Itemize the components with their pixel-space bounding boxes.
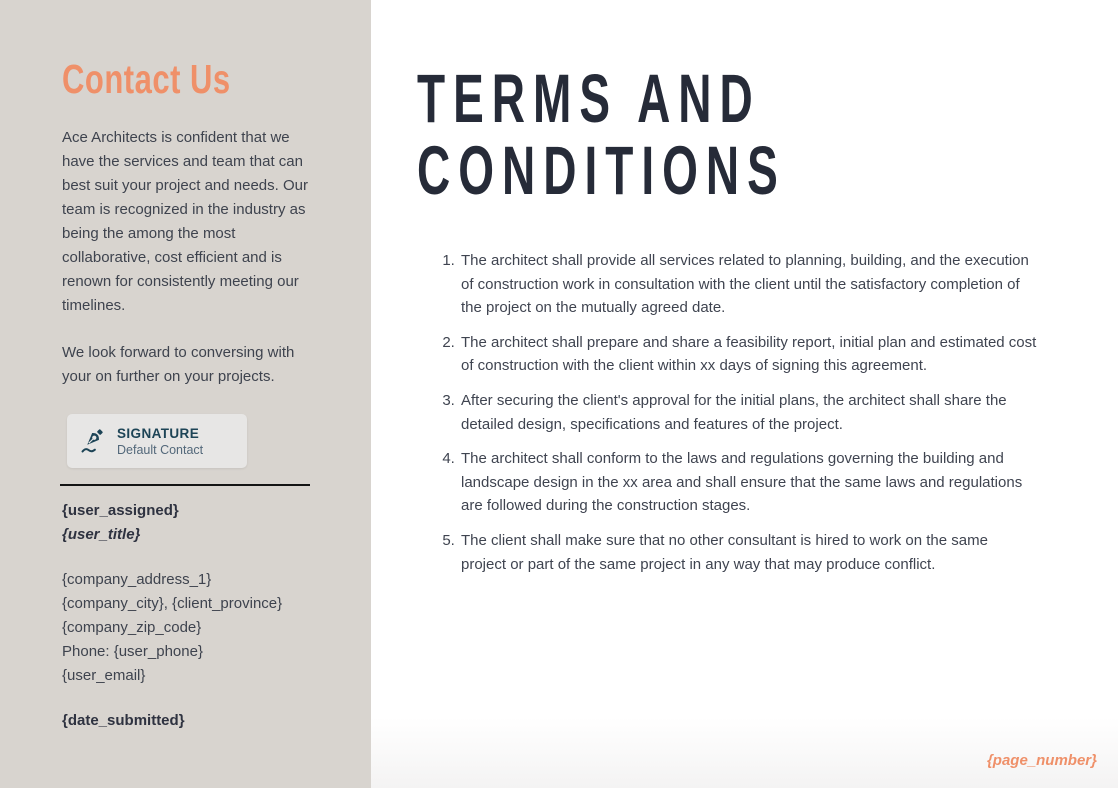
field-user-title: {user_title}: [62, 526, 141, 543]
page-title-line1: TERMS AND: [417, 59, 761, 137]
terms-item: 3. After securing the client's approval for the initial plans, the architect shall share the detailed design, specifications and features of the project.: [459, 389, 1037, 436]
terms-item: 1. The architect shall provide all services related to planning, building, and the execution of construction work in consultation with the client until the satisfactory completion of the project on the mutually agreed date.: [459, 249, 1037, 320]
fountain-pen-nib-icon: [80, 427, 108, 455]
terms-item: 2. The architect shall prepare and share a feasibility report, initial plan and estimated cost of construction with the client within xx days of signing this agreement.: [459, 331, 1037, 378]
signature-label: SIGNATURE: [117, 425, 200, 441]
field-company-zip: {company_zip_code}: [62, 619, 202, 636]
terms-item: 5. The client shall make sure that no other consultant is hired to work on the same project or part of the same project in any way that may produce conflict.: [459, 529, 1037, 576]
terms-item: 4. The architect shall conform to the laws and regulations governing the building and landscape design in the xx area and shall ensure that the same laws and regulations are followed during the construction stages.: [459, 447, 1037, 518]
field-company-city-province: {company_city}, {client_province}: [62, 595, 283, 612]
sidebar-closing-paragraph: We look forward to conversing with your on further on your projects.: [62, 344, 295, 385]
terms-list: [441, 249, 1037, 587]
field-date-submitted: {date_submitted}: [62, 712, 185, 729]
field-user-email: {user_email}: [62, 667, 146, 684]
page-title: [417, 59, 786, 209]
field-phone: Phone: {user_phone}: [62, 643, 203, 660]
sidebar-heading: Contact Us: [62, 56, 231, 103]
sidebar-divider: [60, 484, 310, 486]
signature-sublabel: Default Contact: [117, 442, 204, 457]
page-number-placeholder: {page_number}: [986, 752, 1097, 769]
page-title-line2: CONDITIONS: [417, 131, 786, 209]
spacer: [62, 547, 314, 568]
terms-page: [371, 0, 1118, 788]
field-company-address: {company_address_1}: [62, 571, 212, 588]
sidebar-intro-paragraph: Ace Architects is confident that we have the services and team that can best suit your project and needs. Our team is recognized in the industry as being the among the most collaborative, cost efficient and is renown for consistently meeting our timelines.: [62, 129, 308, 314]
signature-text: [117, 426, 203, 457]
contact-sidebar: [0, 0, 371, 788]
spacer: [62, 688, 314, 709]
field-user-assigned: {user_assigned}: [62, 502, 179, 519]
signature-field[interactable]: [67, 414, 247, 468]
